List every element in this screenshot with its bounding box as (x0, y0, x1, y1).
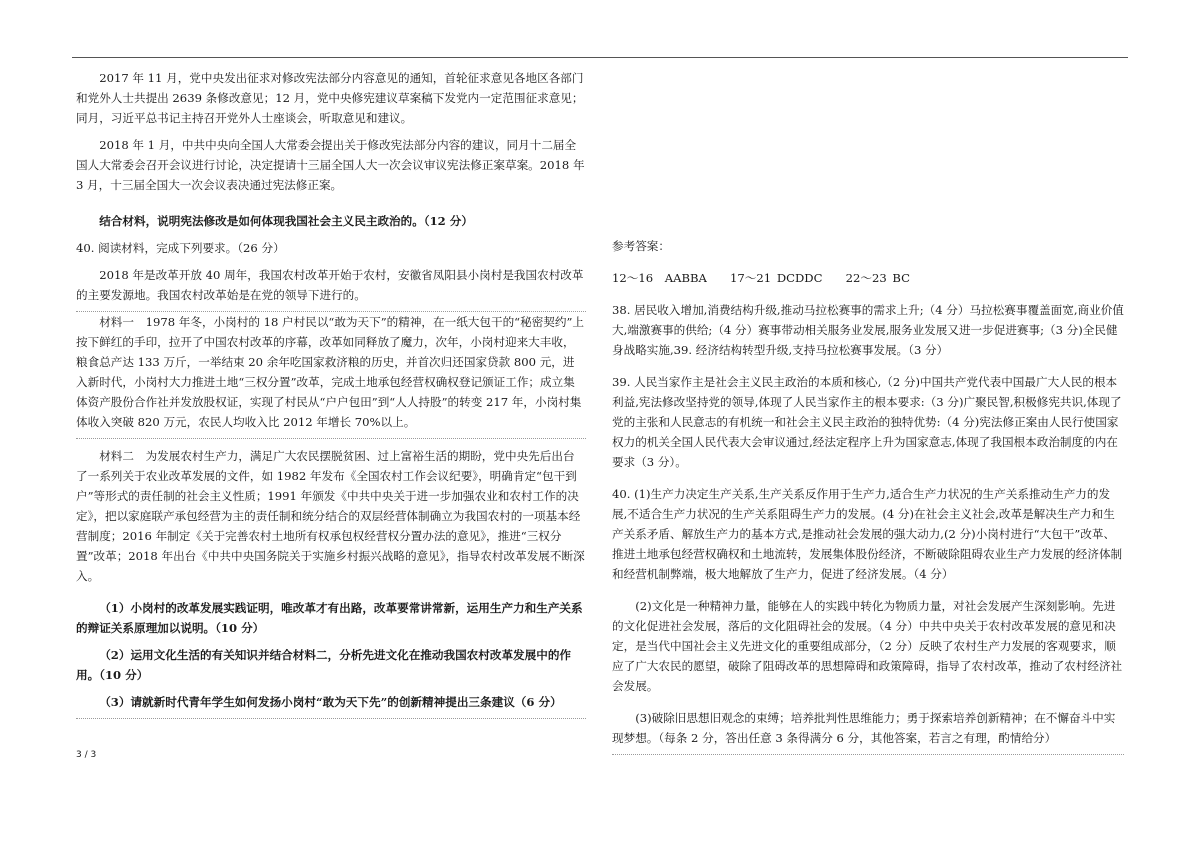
answer-38: 38. 居民收入增加,消费结构升级,推动马拉松赛事的需求上升;（4 分）马拉松赛事覆盖面宽,商业价值大,端激赛事的供给;（4 分）赛事带动相关服务业发展,服务业发展又进一步促进赛事;（3 分)全民健身战略实施,39. 经济结构转型升级,支持马拉松赛事发展。（3 分） (612, 303, 1124, 357)
answer-40-3: (3)破除旧思想旧观念的束缚；培养批判性思维能力；勇于探索培养创新精神；在不懈奋斗中实现梦想。（每条 2 分，答出任意 3 条得满分 6 分，其他答案，若言之有理，酌情给分） (612, 711, 1116, 745)
page-number: 3 / 3 (76, 750, 97, 760)
answer-40-2: (2)文化是一种精神力量，能够在人的实践中转化为物质力量，对社会发展产生深刻影响。先进的文化促进社会发展，落后的文化阻碍社会的发展。（4 分）中共中央关于农村改革发展的意见和决定，是当代中国社会主义先进文化的重要组成部分，（2 分）反映了农村生产力发展的客观要求，顺应了广大农民的愿望，破除了阻碍改革的思想障碍和政策障碍，指导了农村改革，推动了农村经济社会发展。 (612, 599, 1123, 693)
left-column (76, 68, 586, 719)
dotted-divider (76, 438, 586, 439)
choice-answers: 12～16 AABBA 17～21 DCDDC 22～23 BC (612, 271, 911, 285)
answer-39: 39. 人民当家作主是社会主义民主政治的本质和核心,（2 分)中国共产党代表中国最广大人民的根本利益,宪法修改坚持党的领导,体现了人民当家作主的根本要求:（3 分)广聚民智,积极修宪共识,体现了党的主张和人民意志的有机统一和社会主义民主政治的独特优势:（4 分)宪法修正案由人民行使国家权力的机关全国人民代表大会审议通过,经法定程序上升为国家意志,体现了我国根本政治制度的内在要求（3 分）。 (612, 375, 1122, 469)
answer-40-1: 40. (1)生产力决定生产关系,生产关系反作用于生产力,适合生产力状况的生产关系推动生产力的发展,不适合生产力状况的生产关系阻碍生产力的发展。(4 分)在社会主义社会,改革是解决生产力和生产关系矛盾、解放生产力的基本方式,是推动社会发展的强大动力,(2 分)小岗村进行“大包干”改革、推进土地承包经营权确权和土地流转，发展集体股份经济，不断破除阻碍农业生产力发展的经济体制和经营机制弊端，极大地解放了生产力，促进了经济发展。（4 分） (612, 487, 1123, 581)
material-paragraph-2: 2018 年 1 月，中共中央向全国人大常委会提出关于修改宪法部分内容的建议，同月十二届全国人大常委会召开会议进行讨论，决定提请十三届全国人大一次会议审议宪法修正案草案。2018 年 3 月，十三届全国大一次会议表决通过宪法修正案。 (76, 138, 585, 192)
right-column (612, 236, 1124, 755)
question-40-intro: 2018 年是改革开放 40 周年，我国农村改革开始于农村，安徽省凤阳县小岗村是我国农村改革的主要发源地。我国农村改革始是在党的领导下进行的。 (76, 268, 584, 302)
sub-question-3: （3）请就新时代青年学生如何发扬小岗村“敢为天下先”的创新精神提出三条建议（6 分） (99, 695, 562, 709)
question-40-heading: 40. 阅读材料，完成下列要求。（26 分） (76, 241, 285, 255)
material-paragraph-1: 2017 年 11 月，党中央发出征求对修改宪法部分内容意见的通知，首轮征求意见各地区各部门和党外人士共提出 2639 条修改意见；12 月，党中央修宪建议草案稿下发党内一定范围征求意见；同月，习近平总书记主持召开党外人士座谈会，听取意见和建议。 (76, 71, 584, 125)
material-two: 材料二 为发展农村生产力，满足广大农民摆脱贫困、过上富裕生活的期盼，党中央先后出台了一系列关于农业改革发展的文件，如 1982 年发布《全国农村工作会议纪要》，明确肯定“包干到户”等形式的责任制的社会主义性质；1991 年颁发《中共中央关于进一步加强农业和农村工作的决定》，把以家庭联产承包经营为主的责任制和统分结合的双层经营体制确立为我国农村的一项基本经营制度；2016 年制定《关于完善农村土地所有权承包权经营权分置办法的意见》，推进“三权分置”改革；2018 年出台《中共中央国务院关于实施乡村振兴战略的意见》，指导农村改革发展不断深入。 (76, 449, 585, 583)
material-one: 材料一 1978 年冬，小岗村的 18 户村民以“敢为天下”的精神，在一纸大包干的“秘密契约”上按下鲜红的手印，拉开了中国农村改革的序幕，改革如同释放了魔力，次年，小岗村迎来大丰收，粮食总产达 133 万斤，一举结束 20 余年吃国家救济粮的历史，并首次归还国家贷款 800 元，进入新时代，小岗村大力推进土地“三权分置”改革，完成土地承包经营权确权登记颁证工作；成立集体资产股份合作社并发放股权证，实现了村民从“户户包田”到“人人持股”的转变 217 年，小岗村集体收入突破 820 万元，农民人均收入比 2012 年增长 70%以上。 (76, 315, 584, 429)
sub-question-1: （1）小岗村的改革发展实践证明，唯改革才有出路，改革要常讲常新，运用生产力和生产关系的辩证关系原理加以说明。（10 分） (76, 601, 583, 635)
reference-answer-title: 参考答案： (612, 239, 670, 253)
sub-question-2: （2）运用文化生活的有关知识并结合材料二，分析先进文化在推动我国农村改革发展中的作用。（10 分） (76, 648, 572, 682)
header-rule (72, 57, 1128, 58)
question-39-prompt: 结合材料，说明宪法修改是如何体现我国社会主义民主政治的。（12 分） (99, 214, 473, 228)
dotted-divider (612, 754, 1124, 755)
dotted-divider (76, 718, 586, 719)
